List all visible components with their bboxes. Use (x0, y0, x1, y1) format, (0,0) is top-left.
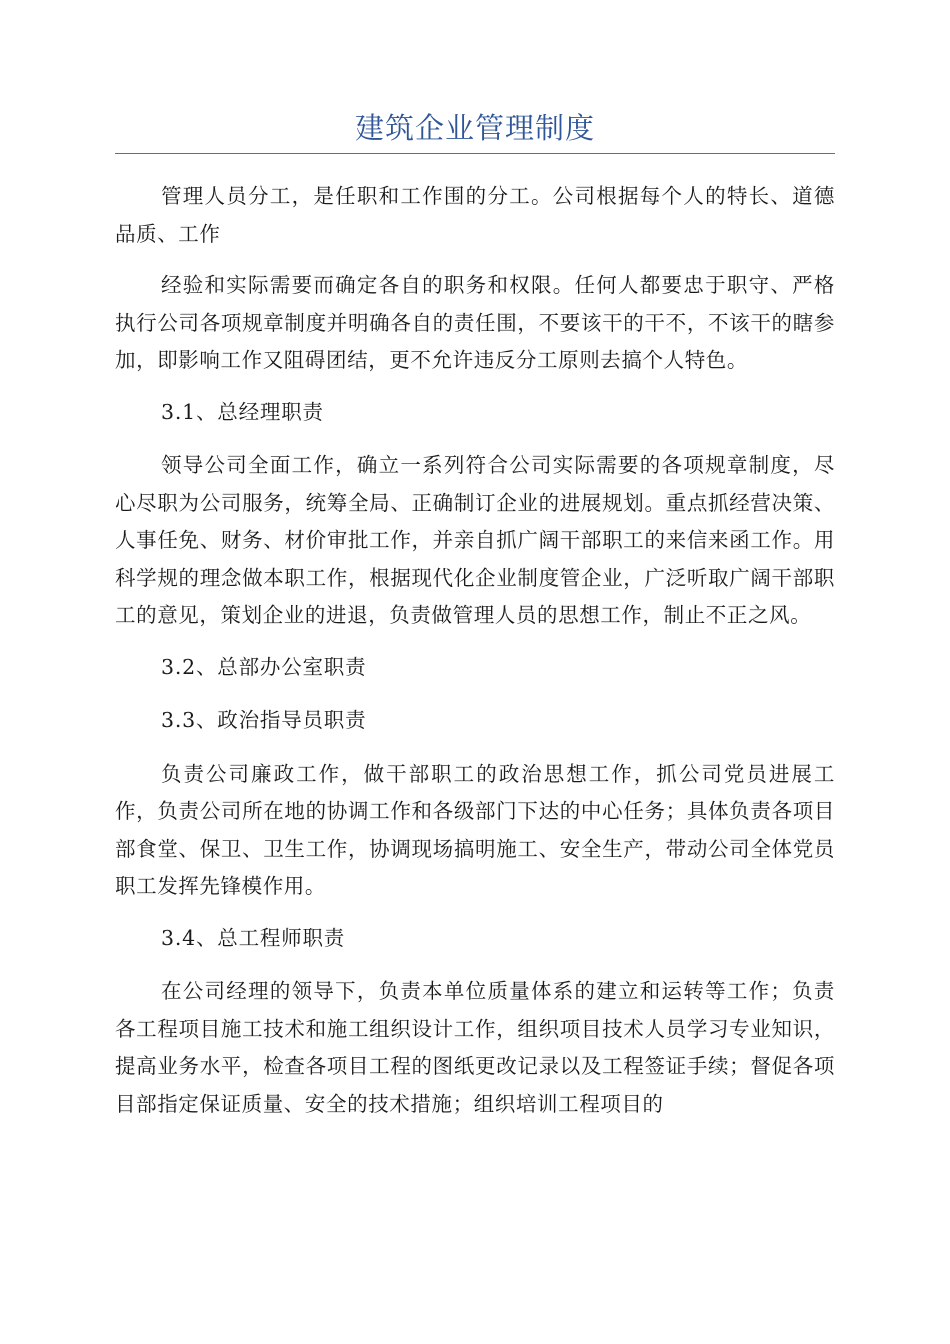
section-heading-3-3: 3.3、政治指导员职责 (161, 708, 367, 732)
document-title: 建筑企业管理制度 (354, 111, 595, 145)
paragraph-general-manager: 领导公司全面工作，确立一系列符合公司实际需要的各项规章制度，尽心尽职为公司服务，统筹全局、正确制订企业的进展规划。重点抓经营决策、人事任免、财务、材价审批工作，并亲自抓广阔干部职工的来信来函工作。用科学规的理念做本职工作，根据现代化企业制度管企业，广泛听取广阔干部职工的意见，策划企业的进退，负责做管理人员的思想工作，制止不正之风。 (115, 453, 835, 627)
paragraph-chief-engineer: 在公司经理的领导下，负责本单位质量体系的建立和运转等工作；负责各工程项目施工技术和施工组织设计工作，组织项目技术人员学习专业知识，提高业务水平，检查各项目工程的图纸更改记录以及工程签证手续；督促各项目部指定保证质量、安全的技术措施；组织培训工程项目的 (115, 979, 835, 1116)
section-heading-3-2: 3.2、总部办公室职责 (161, 654, 367, 679)
section-heading-3-4: 3.4、总工程师职责 (161, 925, 346, 950)
document-body (115, 178, 835, 1137)
title-underline (115, 153, 835, 154)
paragraph-political-instructor: 负责公司廉政工作，做干部职工的政治思想工作，抓公司党员进展工作，负责公司所在地的协调工作和各级部门下达的中心任务；具体负责各项目部食堂、保卫、卫生工作，协调现场搞明施工、安全生产，带动公司全体党员职工发挥先锋模作用。 (115, 761, 835, 898)
paragraph-intro-1: 管理人员分工，是任职和工作围的分工。公司根据每个人的特长、道德品质、工作 (115, 184, 835, 246)
paragraph-intro-2: 经验和实际需要而确定各自的职务和权限。任何人都要忠于职守、严格执行公司各项规章制度并明确各自的责任围，不要该干的干不，不该干的瞎参加，即影响工作又阻碍团结，更不允许违反分工原则去搞个人特色。 (115, 273, 835, 372)
section-heading-3-1: 3.1、总经理职责 (161, 399, 324, 424)
